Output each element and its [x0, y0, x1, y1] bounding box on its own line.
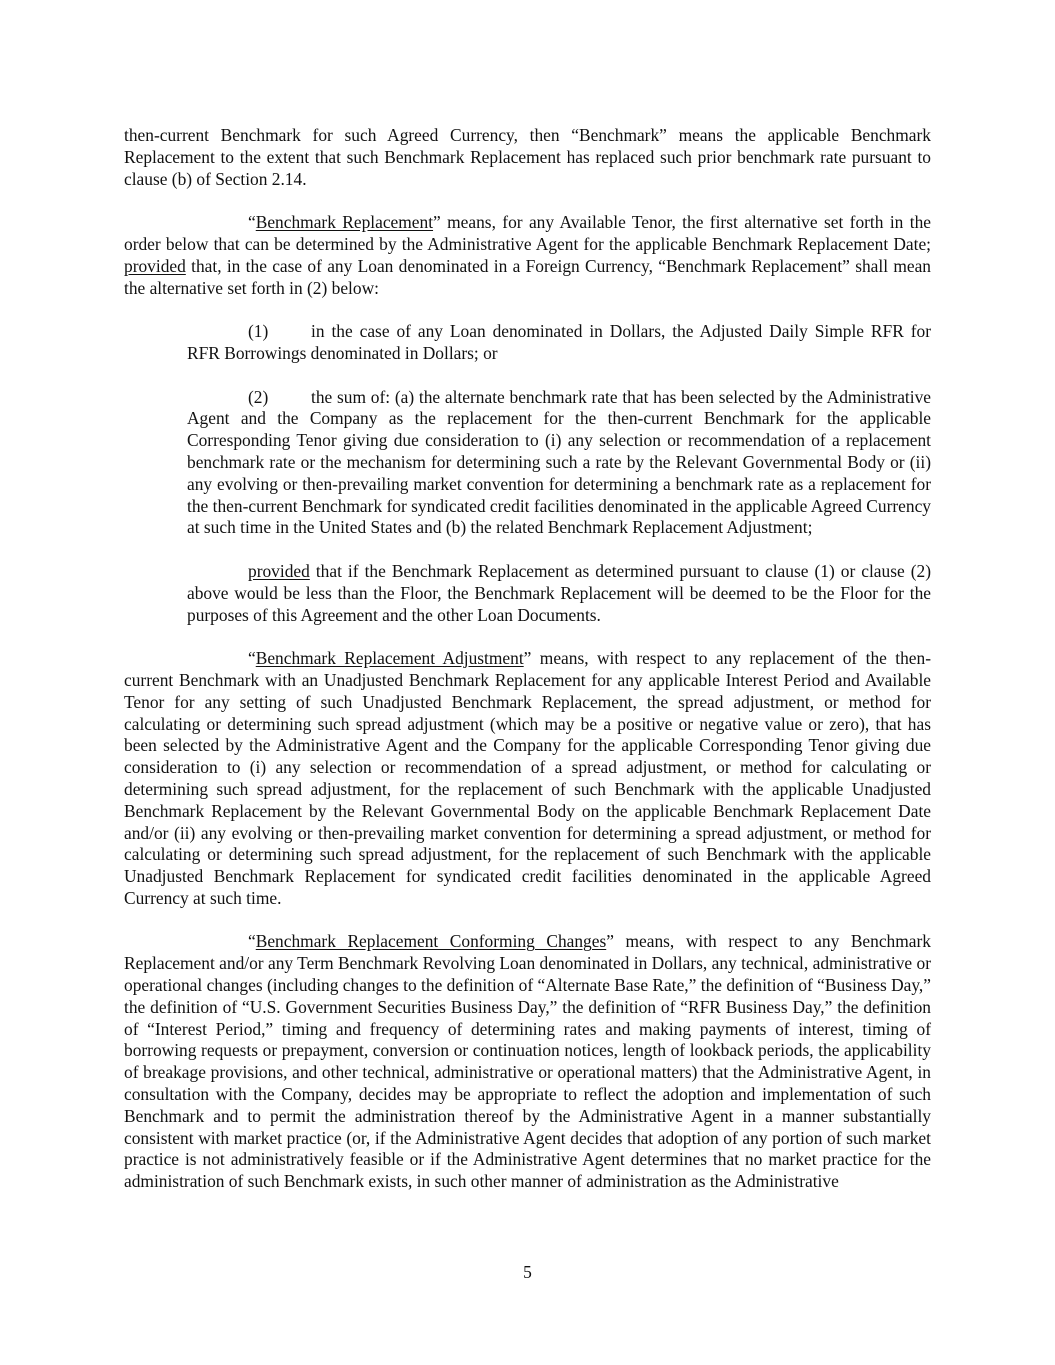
open-quote: “: [248, 931, 256, 952]
definition-text: ” means, with respect to any replacement of the then-current Benchmark with an Unadjusted Benchmark Replacement for any applicable Interest Period and Available Tenor for any setting of such Unadjusted Benchmark Replacement, the spread adjustment, or method for calculating or determining such spread adjustment (which may be a positive or negative value or zero), that has been selected by the Administrative Agent and the Company for the applicable Corresponding Tenor giving due consideration to (i) any selection or recommendation of a spread adjustment, or method for calculating or determining such spread adjustment, for the replacement of such Benchmark with the applicable Unadjusted Benchmark Replacement by the Relevant Governmental Body on the applicable Benchmark Replacement Date and/or (ii) any evolving or then-prevailing market convention for determining a spread adjustment, or method for calculating or determining such spread adjustment, for the replacement of such Benchmark with the applicable Unadjusted Benchmark Replacement for syndicated credit facilities denominated in the applicable Agreed Currency at such time.: [124, 648, 931, 908]
defined-term: Benchmark Replacement: [255, 212, 434, 233]
defined-term: Benchmark Replacement Conforming Changes: [255, 931, 607, 952]
item-number: (1): [248, 321, 269, 342]
list-item: [187, 321, 931, 365]
provided-term: provided: [124, 255, 186, 276]
open-quote: “: [248, 648, 256, 669]
document-page: [124, 125, 931, 1215]
definition-text: ” means, with respect to any Benchmark Replacement and/or any Term Benchmark Revolving Loan denominated in Dollars, any technical, administrative or operational changes (including changes to the definition of “Alternate Base Rate,” the definition of “Business Day,” the definition of “U.S. Government Securities Business Day,” the definition of “RFR Business Day,” the definition of “Interest Period,” timing and frequency of determining rates and making payments of interest, timing of borrowing requests or prepayment, conversion or continuation notices, length of lookback periods, the applicability of breakage provisions, and other technical, administrative or operational matters) that the Administrative Agent, in consultation with the Company, decides may be appropriate to reflect the adoption and implementation of such Benchmark and to permit the administration thereof by the Administrative Agent in a manner substantially consistent with market practice (or, if the Administrative Agent decides that adoption of any portion of such market practice is not administratively feasible or if the Administrative Agent determines that no market practice for the administration of such Benchmark exists, in such other manner of administration as the Administrative: [124, 931, 931, 1192]
definition-text: ” means, for any Available Tenor, the first alternative set forth in the order below that can be determined by the Administrative Agent for the applicable Benchmark Replacement Date;: [124, 212, 931, 254]
paragraph-benchmark-continuation: [124, 125, 931, 190]
page-number: 5: [523, 1262, 532, 1282]
proviso-text: that if the Benchmark Replacement as determined pursuant to clause (1) or clause (2) above would be less than the Floor, the Benchmark Replacement will be deemed to be the Floor for the purposes of this Agreement and the other Loan Documents.: [187, 560, 931, 625]
defined-term: Benchmark Replacement Adjustment: [255, 648, 524, 669]
paragraph-text: then-current Benchmark for such Agreed Currency, then “Benchmark” means the applicable Benchmark Replacement to the extent that such Benchmark Replacement has replaced such prior benchmark rate pursuant to clause (b) of Section 2.14.: [124, 125, 931, 189]
definition-benchmark-replacement-conforming-changes: [124, 931, 931, 1193]
item-text: in the case of any Loan denominated in Dollars, the Adjusted Daily Simple RFR for RFR Borrowings denominated in Dollars; or: [187, 321, 931, 363]
list-item: [187, 387, 931, 540]
proviso-paragraph: [187, 561, 931, 626]
open-quote: “: [248, 212, 256, 233]
provided-term: provided: [248, 560, 310, 581]
definition-text-continued: that, in the case of any Loan denominated in a Foreign Currency, “Benchmark Replacement” shall mean the alternative set forth in (2) below:: [124, 255, 931, 298]
item-number: (2): [248, 386, 269, 407]
item-text: the sum of: (a) the alternate benchmark rate that has been selected by the Administrative Agent and the Company as the replacement for the then-current Benchmark for the applicable Corresponding Tenor giving due consideration to (i) any selection or recommendation of a replacement benchmark rate or the mechanism for determining such a rate by the Relevant Governmental Body or (ii) any evolving or then-prevailing market convention for determining a benchmark rate as a replacement for the then-current Benchmark for syndicated credit facilities denominated in the applicable Agreed Currency at such time in the United States and (b) the related Benchmark Replacement Adjustment;: [187, 386, 931, 538]
definition-benchmark-replacement-adjustment: [124, 648, 931, 910]
definition-benchmark-replacement: [124, 212, 931, 299]
